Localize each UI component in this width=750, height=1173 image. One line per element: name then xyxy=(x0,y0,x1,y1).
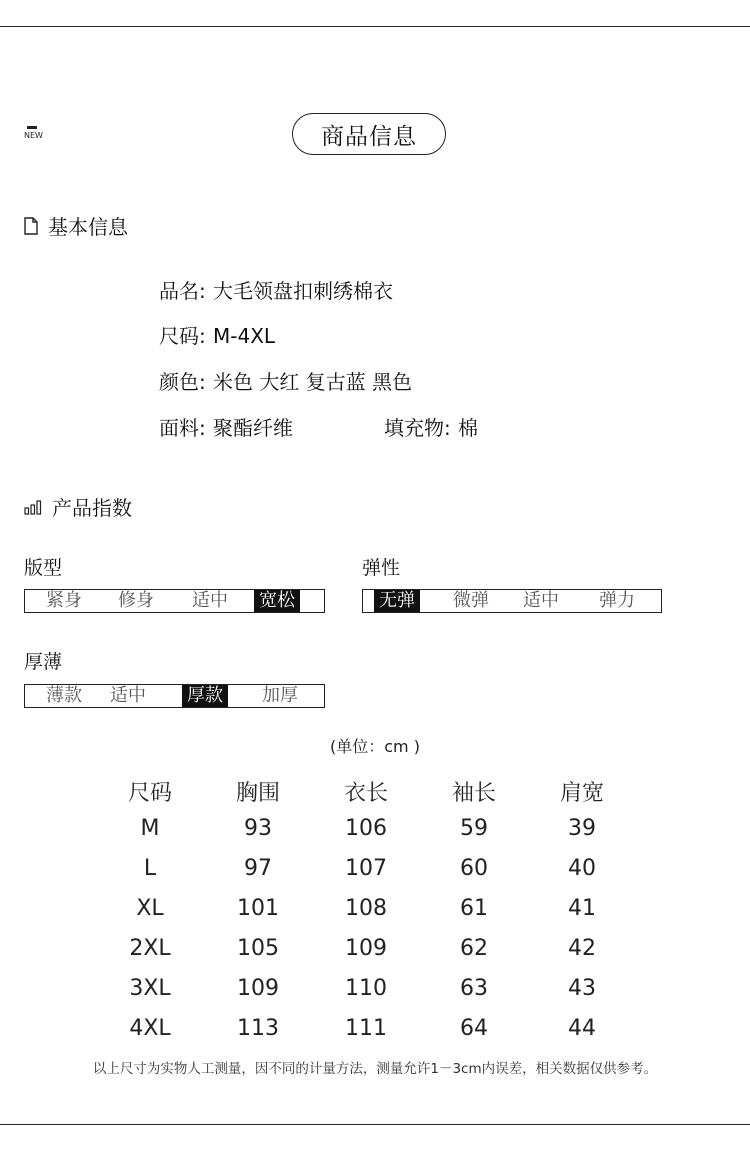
info-value: M-4XL xyxy=(213,324,276,348)
page-title: 商品信息 xyxy=(292,113,446,155)
thickness-option: 适中 xyxy=(110,685,146,706)
table-cell: 39 xyxy=(568,816,596,841)
table-cell: 63 xyxy=(460,976,488,1001)
document-icon xyxy=(24,217,38,235)
basic-info-heading-text: 基本信息 xyxy=(48,215,128,239)
info-separator: : xyxy=(199,324,206,348)
table-cell: 110 xyxy=(345,976,387,1001)
elasticity-scale xyxy=(362,589,662,613)
table-cell: 2XL xyxy=(129,936,171,961)
top-divider xyxy=(0,26,750,27)
product-index-heading xyxy=(24,492,132,521)
table-cell: 106 xyxy=(345,816,387,841)
measurement-footnote: 以上尺寸为实物人工测量，因不同的计量方法，测量允许1－3cm内误差，相关数据仅供参考。 xyxy=(92,1061,658,1077)
elasticity-option: 弹力 xyxy=(599,590,635,611)
fit-option-selected: 宽松 xyxy=(254,590,300,612)
table-cell: 109 xyxy=(345,936,387,961)
thickness-option-selected: 厚款 xyxy=(182,685,228,707)
thickness-group-title: 厚薄 xyxy=(24,651,63,673)
table-cell: 40 xyxy=(568,856,596,881)
info-line-size xyxy=(159,320,275,349)
info-separator: : xyxy=(199,416,206,440)
table-header-cell: 尺码 xyxy=(127,781,172,806)
elasticity-option-selected: 无弹 xyxy=(374,590,420,612)
info-line-fabric xyxy=(159,412,293,441)
basic-info-heading xyxy=(24,211,128,240)
table-cell: 111 xyxy=(345,1016,387,1041)
table-header-cell: 胸围 xyxy=(235,781,280,806)
table-cell: 3XL xyxy=(129,976,171,1001)
table-cell: 4XL xyxy=(129,1016,171,1041)
elasticity-group-title: 弹性 xyxy=(362,557,401,579)
thickness-option: 加厚 xyxy=(262,685,298,706)
elasticity-option: 微弹 xyxy=(453,590,489,611)
new-badge-text: NEW xyxy=(24,131,43,140)
table-cell: 105 xyxy=(237,936,279,961)
table-cell: 59 xyxy=(460,816,488,841)
info-value: 棉 xyxy=(458,416,478,440)
new-badge xyxy=(24,126,48,144)
fit-option: 修身 xyxy=(118,590,154,611)
table-cell: 113 xyxy=(237,1016,279,1041)
table-cell: 97 xyxy=(244,856,272,881)
unit-note: (单位：cm ) xyxy=(330,737,420,756)
table-header-cell: 袖长 xyxy=(451,781,496,806)
info-label: 尺码 xyxy=(159,324,199,348)
table-cell: 64 xyxy=(460,1016,488,1041)
info-label: 填充物 xyxy=(384,416,444,440)
bottom-divider xyxy=(0,1124,750,1125)
info-line-filling xyxy=(384,412,478,441)
bar-chart-icon xyxy=(24,499,42,515)
fit-option: 紧身 xyxy=(46,590,82,611)
new-badge-bar xyxy=(27,126,37,129)
table-header-cell: 衣长 xyxy=(343,781,388,806)
table-cell: 109 xyxy=(237,976,279,1001)
info-separator: : xyxy=(199,279,206,303)
info-separator: : xyxy=(444,416,451,440)
info-value: 米色 大红 复古蓝 黑色 xyxy=(213,370,413,394)
table-header-cell: 肩宽 xyxy=(559,781,604,806)
elasticity-option: 适中 xyxy=(523,590,559,611)
fit-option: 适中 xyxy=(192,590,228,611)
fit-group-title: 版型 xyxy=(24,557,63,579)
table-cell: 107 xyxy=(345,856,387,881)
info-value: 大毛领盘扣刺绣棉衣 xyxy=(213,279,393,303)
product-index-heading-text: 产品指数 xyxy=(52,496,132,520)
info-value: 聚酯纤维 xyxy=(213,416,293,440)
info-line-name xyxy=(159,275,393,304)
table-cell: 93 xyxy=(244,816,272,841)
thickness-scale xyxy=(24,684,325,708)
info-label: 面料 xyxy=(159,416,199,440)
table-cell: 60 xyxy=(460,856,488,881)
info-label: 颜色 xyxy=(159,370,199,394)
table-cell: 62 xyxy=(460,936,488,961)
table-cell: L xyxy=(143,856,157,881)
table-cell: 108 xyxy=(345,896,387,921)
fit-scale xyxy=(24,589,325,613)
table-cell: M xyxy=(140,816,160,841)
info-label: 品名 xyxy=(159,279,199,303)
table-cell: 43 xyxy=(568,976,596,1001)
table-cell: 61 xyxy=(460,896,488,921)
info-line-color xyxy=(159,366,412,395)
table-cell: 41 xyxy=(568,896,596,921)
thickness-option: 薄款 xyxy=(46,685,82,706)
table-cell: XL xyxy=(136,896,164,921)
table-cell: 101 xyxy=(237,896,279,921)
table-cell: 42 xyxy=(568,936,596,961)
table-cell: 44 xyxy=(568,1016,596,1041)
info-separator: : xyxy=(199,370,206,394)
